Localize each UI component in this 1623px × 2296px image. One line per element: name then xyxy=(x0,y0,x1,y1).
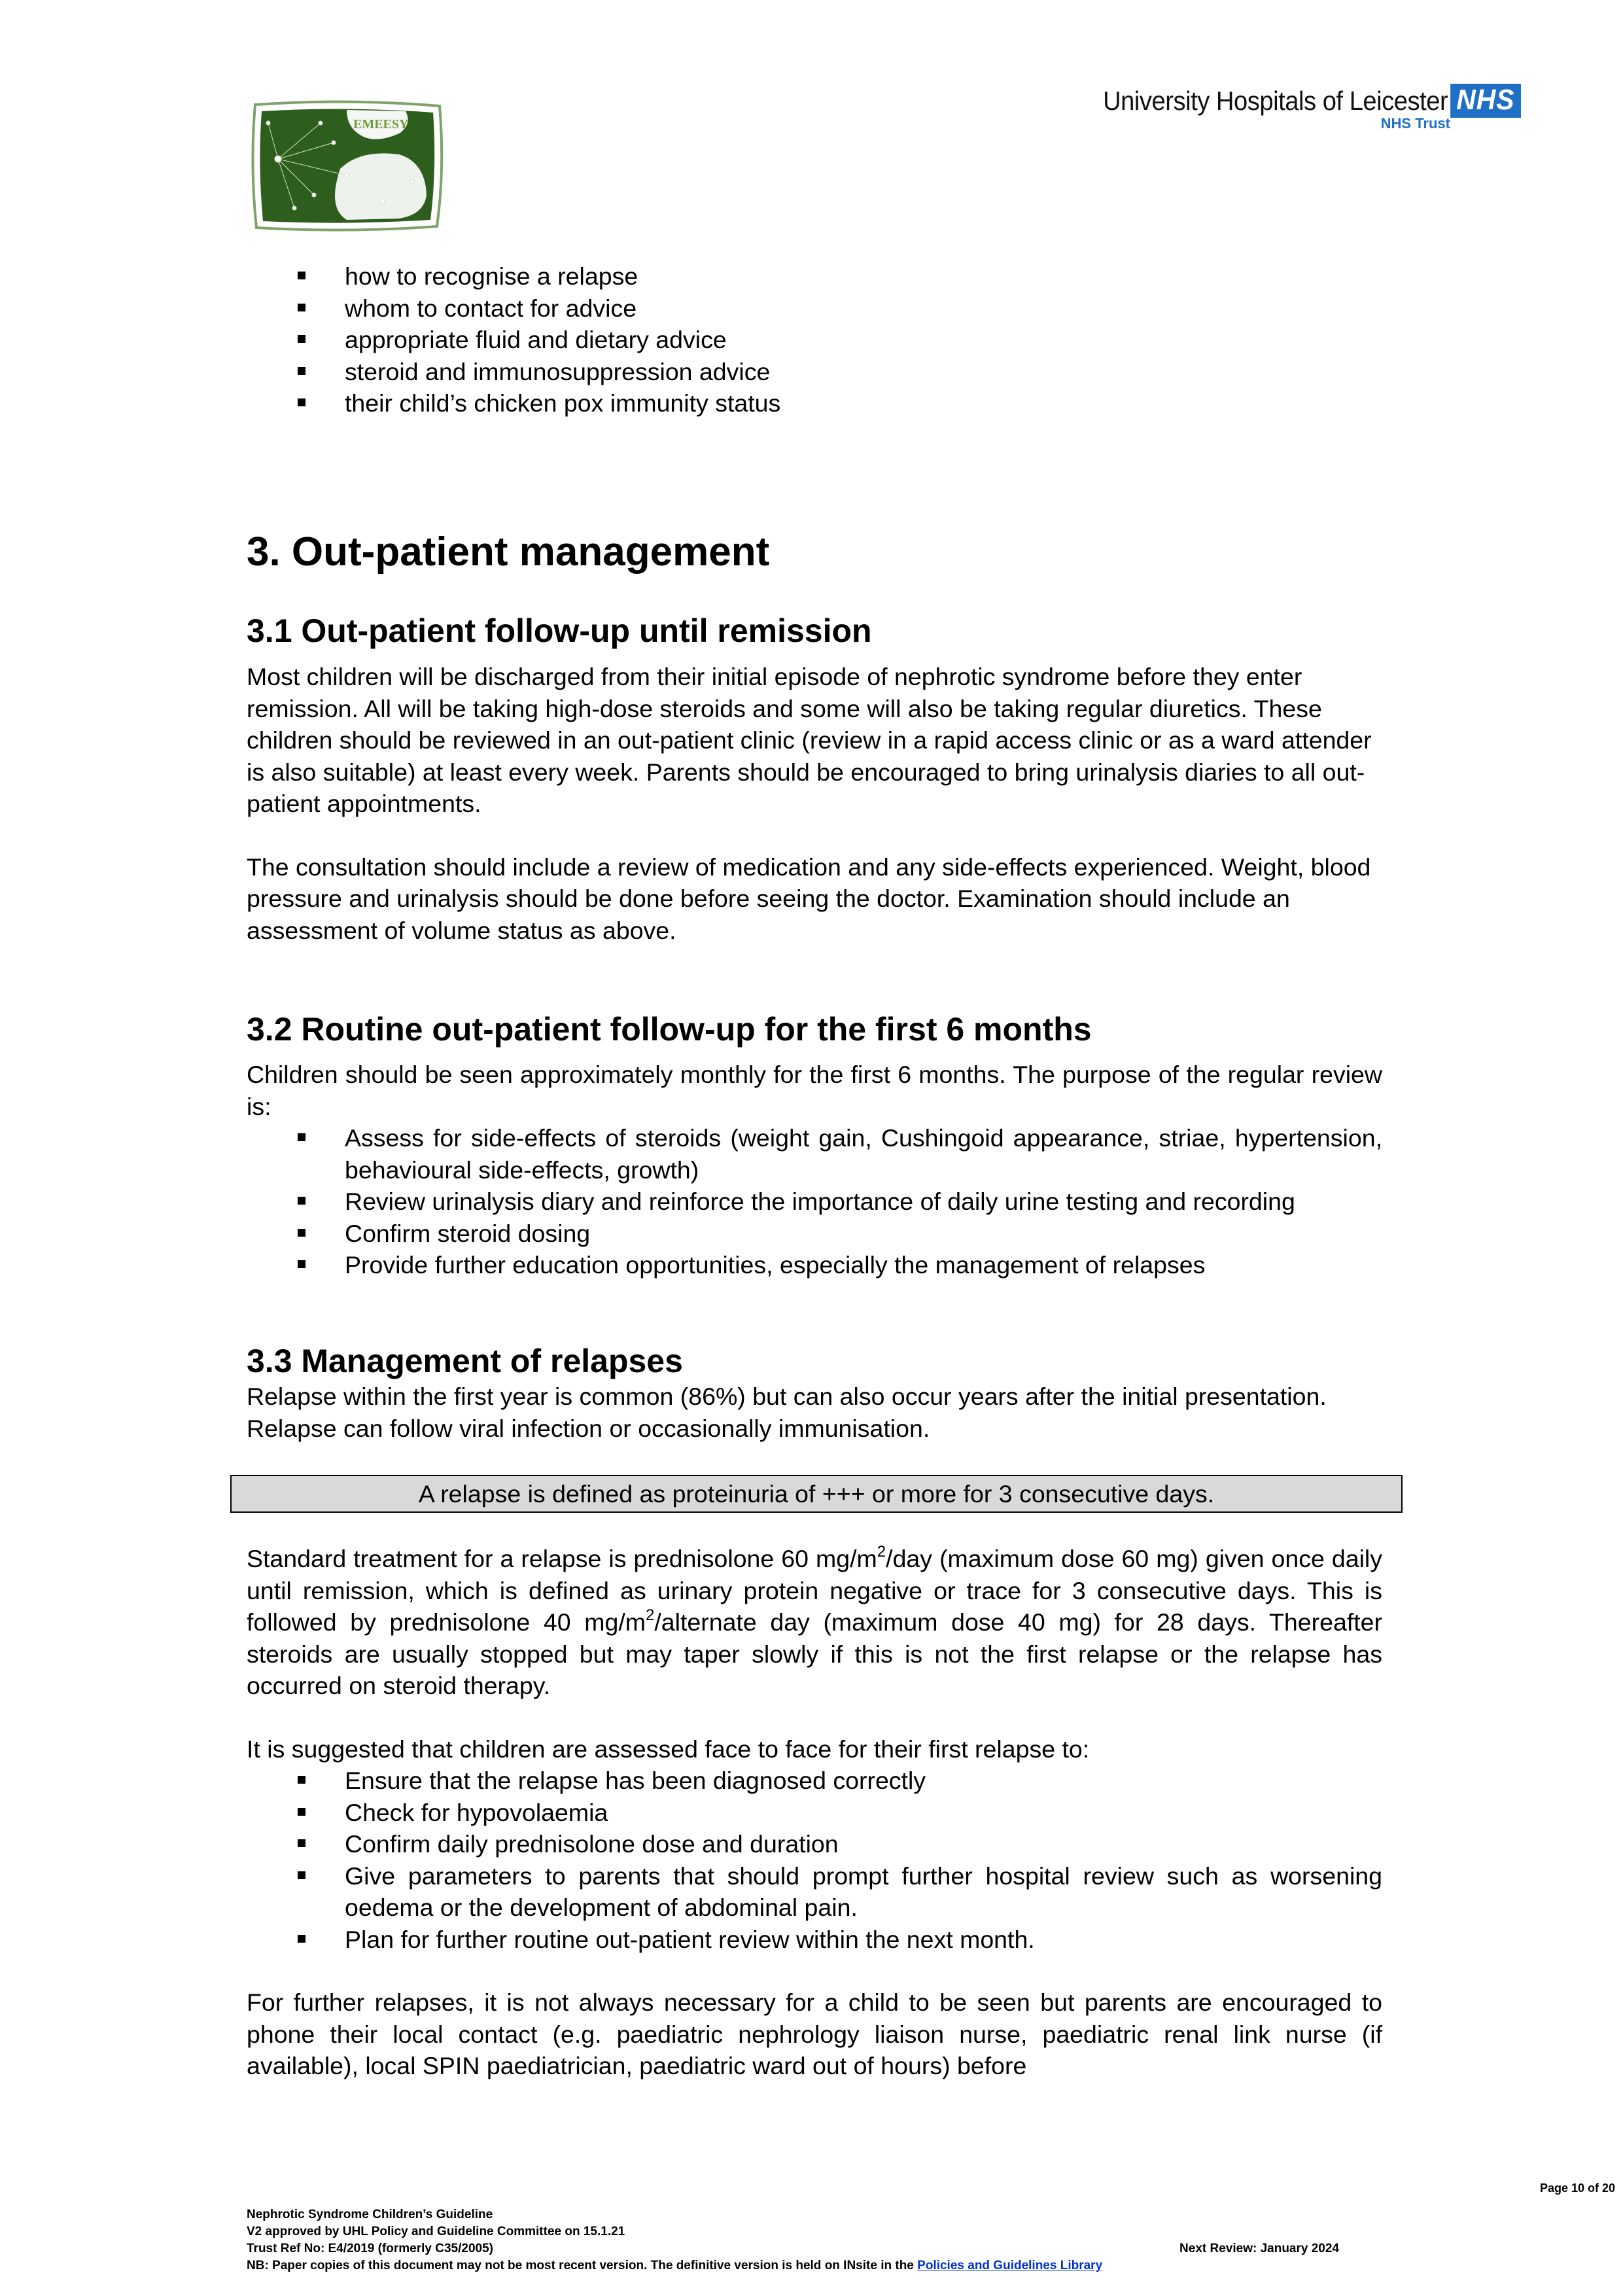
policies-library-link[interactable]: Policies and Guidelines Library xyxy=(917,2259,1103,2272)
section-3-3-intro xyxy=(247,1381,1382,1444)
footer-note xyxy=(247,2257,1463,2274)
org-header xyxy=(1072,84,1521,132)
relapse-definition-box: A relapse is defined as proteinuria of +++ or more for 3 consecutive days. xyxy=(230,1475,1403,1513)
paragraph: Relapse within the first year is common (86%) but can also occur years after the initial presentation. Relapse can follow viral infection or occasionally immunisation. xyxy=(247,1383,1327,1442)
list-item: steroid and immunosuppression advice xyxy=(247,356,1382,388)
section-3-2-body xyxy=(247,1059,1382,1281)
list-item: Check for hypovolaemia xyxy=(247,1797,1382,1829)
list-item: how to recognise a relapse xyxy=(247,260,1382,292)
footer-next-review: Next Review: January 2024 xyxy=(1179,2242,1339,2255)
section-3-3-body xyxy=(247,1543,1382,2082)
emeesy-logo-graphic xyxy=(249,97,445,234)
footer-ref-row xyxy=(247,2240,1463,2257)
page-number: Page 10 of 20 xyxy=(1539,2181,1615,2195)
treatment-text-a: Standard treatment for a relapse is prednisolone 60 mg/m xyxy=(247,1545,877,1572)
logo-text: EMEESY xyxy=(353,117,409,132)
section-3-3-heading: 3.3 Management of relapses xyxy=(247,1343,683,1379)
list-item: Review urinalysis diary and reinforce the importance of daily urine testing and recording xyxy=(247,1186,1382,1218)
section-3-2-heading: 3.2 Routine out-patient follow-up for the first 6 months xyxy=(247,1011,1092,1048)
nhs-logo: NHS xyxy=(1450,84,1521,118)
footer-note-text: NB: Paper copies of this document may not be most recent version. The definitive version is held on INsite in the xyxy=(247,2259,918,2272)
emeesy-logo xyxy=(249,97,445,234)
treatment-text-c: /alternate day (maximum dose 40 mg) for 28 days. Thereafter steroids are usually stopped but may taper slowly if this is not the first relapse or the relapse has occurred on steroid therapy. xyxy=(247,1608,1382,1699)
paragraph: Most children will be discharged from their initial episode of nephrotic syndrome before they enter remission. All will be taking high-dose steroids and some will also be taking regular diuretics. These children should be reviewed in an out-patient clinic (review in a rapid access clinic or as a ward attender is also suitable) at least every week. Parents should be encouraged to bring urinalysis diaries to all out-patient appointments. xyxy=(247,663,1372,817)
list-item: Ensure that the relapse has been diagnosed correctly xyxy=(247,1765,1382,1797)
footer-trust-ref: Trust Ref No: E4/2019 (formerly C35/2005) xyxy=(247,2242,493,2255)
footer xyxy=(247,2206,1463,2274)
list-item: Assess for side-effects of steroids (weight gain, Cushingoid appearance, striae, hypertension, behavioural side-effects, growth) xyxy=(247,1122,1382,1186)
superscript: 2 xyxy=(645,1606,655,1624)
org-trust: NHS Trust xyxy=(1380,115,1450,132)
list-item: Plan for further routine out-patient review within the next month. xyxy=(247,1924,1382,1956)
section-3-heading: 3. Out-patient management xyxy=(247,529,770,574)
top-bullet-list xyxy=(247,260,1382,419)
paragraph: It is suggested that children are assessed face to face for their first relapse to: xyxy=(247,1735,1090,1763)
list-item: Confirm steroid dosing xyxy=(247,1218,1382,1250)
paragraph: Children should be seen approximately monthly for the first 6 months. The purpose of the regular review is: xyxy=(247,1061,1382,1120)
list-item: their child’s chicken pox immunity status xyxy=(247,387,1382,419)
org-name-line xyxy=(1103,84,1521,118)
list-item: Provide further education opportunities, especially the management of relapses xyxy=(247,1249,1382,1281)
list-item: Confirm daily prednisolone dose and duration xyxy=(247,1828,1382,1860)
treatment-paragraph xyxy=(247,1543,1382,1702)
list-item: appropriate fluid and dietary advice xyxy=(247,324,1382,356)
paragraph: For further relapses, it is not always necessary for a child to be seen but parents are encouraged to phone their local contact (e.g. paediatric nephrology liaison nurse, paediatric renal link nurse (if available), local SPIN paediatrician, paediatric ward out of hours) before xyxy=(247,1988,1382,2079)
list-item: Give parameters to parents that should prompt further hospital review such as worsening oedema or the development of abdominal pain. xyxy=(247,1860,1382,1924)
paragraph: The consultation should include a review of medication and any side-effects experienced. Weight, blood pressure and urinalysis should be done before seeing the doctor. Examination should include an assessment of volume status as above. xyxy=(247,853,1371,944)
footer-approval: V2 approved by UHL Policy and Guideline Committee on 15.1.21 xyxy=(247,2225,625,2238)
org-name: University Hospitals of Leicester xyxy=(1103,85,1448,116)
treatment-text-b: /day (maximum dose 60 mg) given once daily until remission, which is defined as urinary protein negative or trace for 3 consecutive days. This is followed by prednisolone 40 mg/m xyxy=(247,1545,1382,1636)
footer-title: Nephrotic Syndrome Children’s Guideline xyxy=(247,2208,493,2221)
section-3-1-heading: 3.1 Out-patient follow-up until remission xyxy=(247,612,872,649)
superscript: 2 xyxy=(877,1543,886,1561)
list-item: whom to contact for advice xyxy=(247,292,1382,325)
section-3-1-body xyxy=(247,661,1382,946)
